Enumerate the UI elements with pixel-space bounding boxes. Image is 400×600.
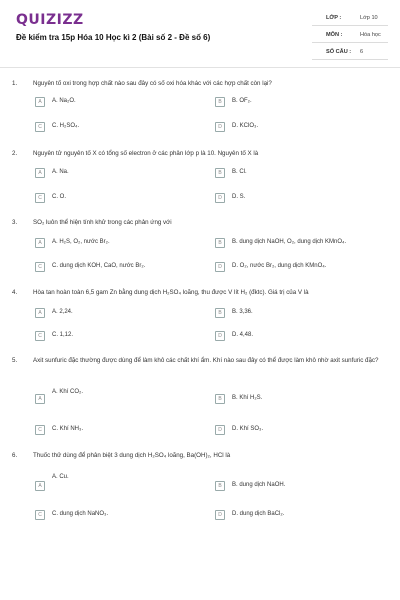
option-text: D. KClO₃. — [232, 123, 259, 129]
option-text: D. 4,48. — [232, 332, 254, 338]
meta-key: SỐ CÂU : — [326, 49, 352, 55]
meta-row-count — [312, 43, 388, 60]
question-number: 5. — [12, 357, 18, 364]
option-text: B. 3,36. — [232, 309, 253, 315]
option-letter-box: C — [35, 510, 45, 520]
option-letter-box: D — [215, 122, 225, 132]
meta-value: 6 — [360, 49, 364, 55]
option-text: B. Khí H₂S. — [232, 395, 263, 401]
option-text: A. H₂S, O₂, nước Br₂. — [52, 239, 110, 245]
meta-row-class — [312, 9, 388, 26]
meta-value: Lớp 10 — [360, 15, 378, 21]
option-text: C. dung dịch NaNO₃. — [52, 511, 109, 517]
option-letter-box: C — [35, 262, 45, 272]
option-text: C. Khí NH₃. — [52, 426, 84, 432]
worksheet-title: Đề kiểm tra 15p Hóa 10 Học kì 2 (Bài số 2 - Đề số 6) — [16, 33, 211, 42]
option-letter-box: C — [35, 425, 45, 435]
option-letter-box: C — [35, 331, 45, 341]
question-text: Hòa tan hoàn toàn 6,5 gam Zn bằng dung dịch H₂SO₄ loãng, thu được V lít H₂ (đktc). Giá trị của V là — [33, 289, 309, 296]
option-letter-box: B — [215, 168, 225, 178]
question-number: 2. — [12, 150, 18, 157]
quizizz-logo: QUIZIZZ — [16, 12, 84, 28]
option-text: A. Na₂O. — [52, 98, 76, 104]
option-text: C. H₂SO₄. — [52, 123, 80, 129]
option-text: D. Khí SO₃. — [232, 426, 264, 432]
question-number: 4. — [12, 289, 18, 296]
option-text: C. 1,12. — [52, 332, 74, 338]
option-letter-box: D — [215, 331, 225, 341]
header-divider — [0, 67, 400, 68]
question-number: 3. — [12, 219, 18, 226]
meta-row-subject — [312, 26, 388, 43]
question-text: Axit sunfuric đặc thường được dùng để làm khô các chất khí ẩm. Khí nào sau đây có thể được làm khô nhờ axit sunfuric đặc? — [33, 357, 379, 364]
option-letter-box: B — [215, 308, 225, 318]
meta-table — [312, 9, 388, 60]
option-letter-box: C — [35, 193, 45, 203]
option-text: C. O. — [52, 194, 67, 200]
option-text: A. Khí CO₂. — [52, 389, 84, 395]
option-letter-box: B — [215, 238, 225, 248]
option-text: D. O₂, nước Br₂, dung dịch KMnO₄. — [232, 263, 327, 269]
option-letter-box: D — [215, 425, 225, 435]
option-letter-box: A — [35, 97, 45, 107]
option-text: B. dung dịch NaOH, O₂, dung dịch KMnO₄. — [232, 239, 347, 245]
option-letter-box: A — [35, 238, 45, 248]
option-text: D. S. — [232, 194, 246, 200]
option-letter-box: D — [215, 262, 225, 272]
option-letter-box: D — [215, 193, 225, 203]
question-number: 1. — [12, 80, 18, 87]
option-text: B. dung dịch NaOH. — [232, 482, 286, 488]
option-letter-box: A — [35, 308, 45, 318]
option-letter-box: B — [215, 481, 225, 491]
question-text: SO₂ luôn thể hiện tính khử trong các phản ứng với — [33, 219, 172, 226]
option-letter-box: B — [215, 394, 225, 404]
worksheet-header — [0, 0, 400, 66]
question-text: Nguyên tử nguyên tố X có tổng số electron ở các phân lớp p là 10. Nguyên tố X là — [33, 150, 259, 157]
option-letter-box: C — [35, 122, 45, 132]
meta-key: LỚP : — [326, 15, 342, 21]
question-text: Nguyên tố oxi trong hợp chất nào sau đây có số oxi hóa khác với các hợp chất còn lại? — [33, 80, 272, 87]
question-text: Thuốc thử dùng để phân biệt 3 dung dịch H₂SO₄ loãng, Ba(OH)₂, HCl là — [33, 452, 231, 459]
option-text: A. 2,24. — [52, 309, 73, 315]
option-text: C. dung dịch KOH, CaO, nước Br₂. — [52, 263, 146, 269]
option-text: A. Cu. — [52, 474, 69, 480]
option-letter-box: D — [215, 510, 225, 520]
option-letter-box: A — [35, 168, 45, 178]
option-text: B. Cl. — [232, 169, 247, 175]
option-text: D. dung dịch BaCl₂. — [232, 511, 285, 517]
meta-value: Hóa học — [360, 32, 381, 38]
option-text: B. OF₂. — [232, 98, 252, 104]
option-letter-box: A — [35, 481, 45, 491]
meta-key: MÔN : — [326, 32, 343, 38]
option-letter-box: B — [215, 97, 225, 107]
option-text: A. Na. — [52, 169, 69, 175]
question-number: 6. — [12, 452, 18, 459]
option-letter-box: A — [35, 394, 45, 404]
